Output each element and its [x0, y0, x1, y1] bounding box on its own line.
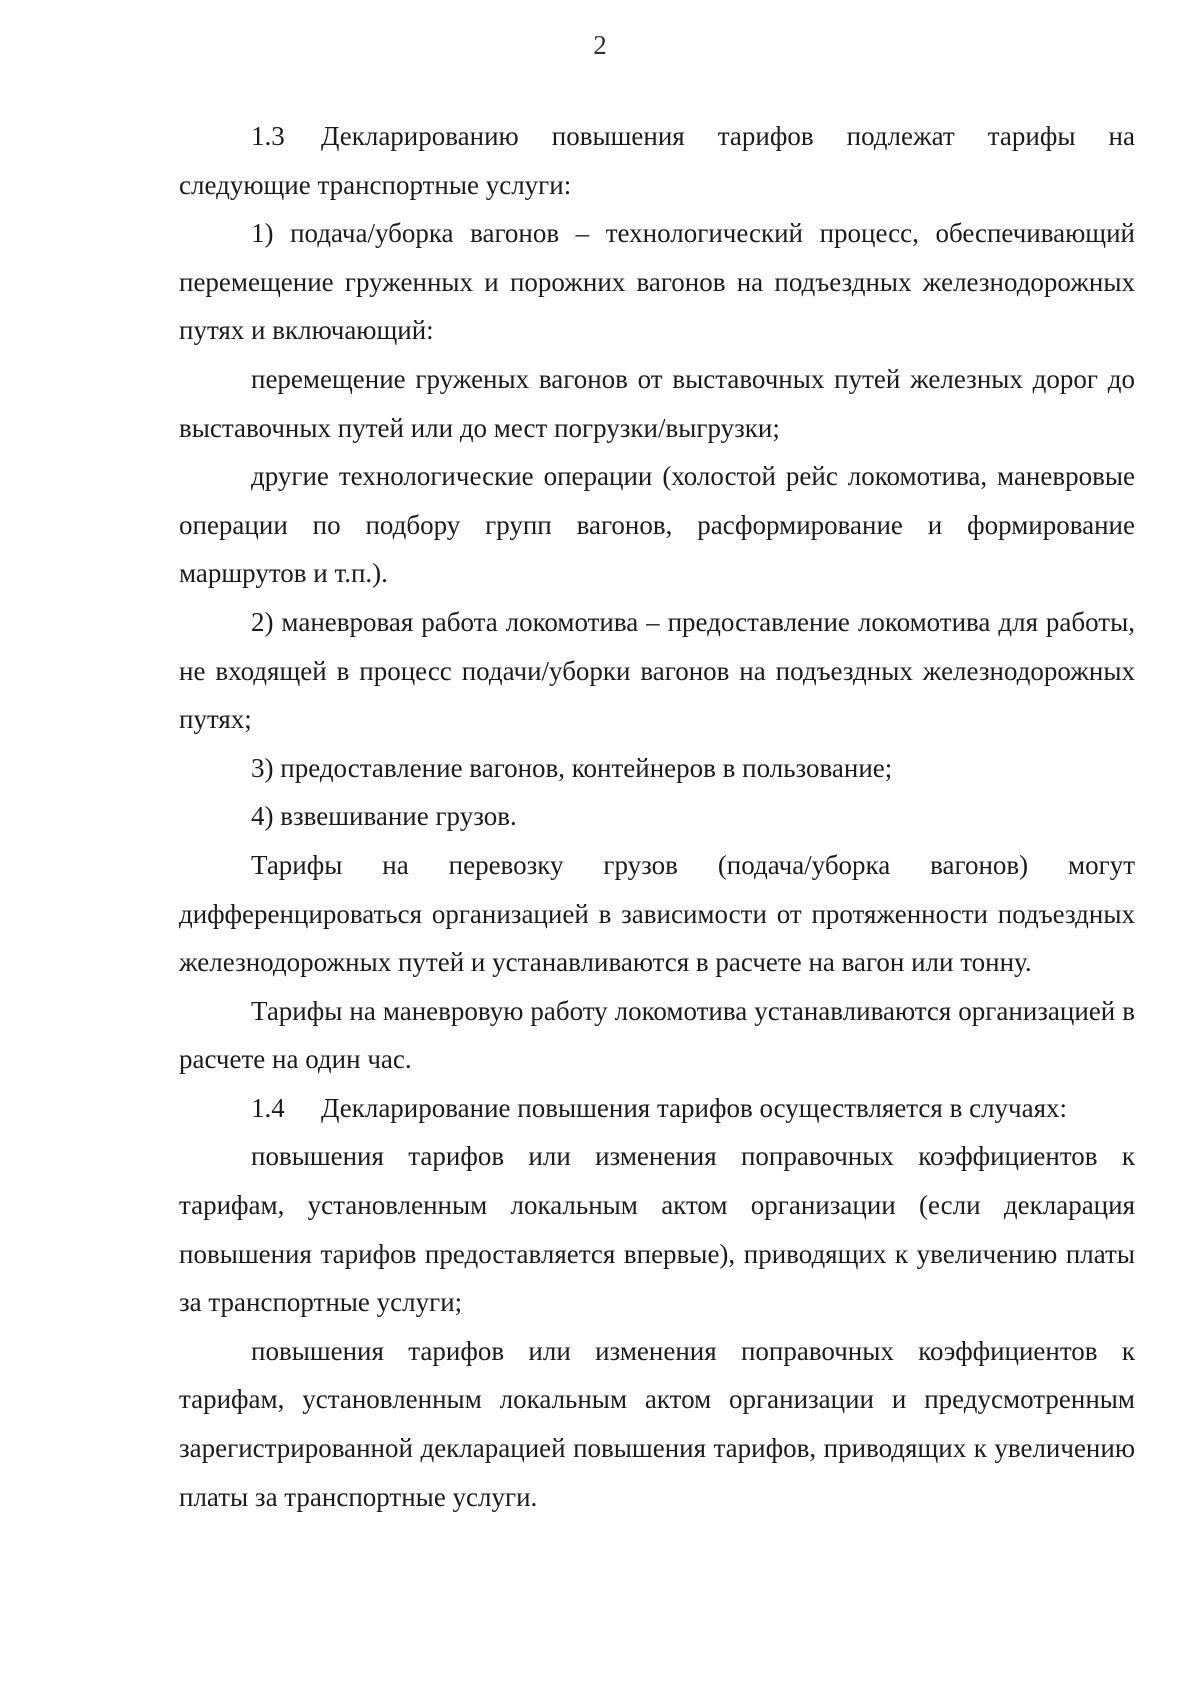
- paragraph-text: Декларирование повышения тарифов осуществляется в случаях:: [321, 1092, 1068, 1123]
- paragraph-case-1: повышения тарифов или изменения поправочных коэффициентов к тарифам, установленным локальным актом организации (если декларация повышения тарифов предоставляется впервые), приводящих к увеличению платы за транспортные услуги;: [179, 1141, 1135, 1318]
- paragraph-1-3: [179, 112, 1135, 209]
- paragraph-1-4: [179, 1084, 1135, 1133]
- paragraph-item-3: 3) предоставление вагонов, контейнеров в пользование;: [251, 752, 893, 783]
- section-number: 1.4: [251, 1092, 285, 1123]
- paragraph-tariffs-freight: Тарифы на перевозку грузов (подача/уборка вагонов) могут дифференцироваться организацией в зависимости от протяженности подъездных железнодорожных путей и устанавливаются в расчете на вагон или тонну.: [179, 849, 1135, 978]
- page-number: 2: [593, 30, 607, 60]
- paragraph-tariffs-shunting: Тарифы на маневровую работу локомотива устанавливаются организацией в расчете на один час.: [179, 995, 1135, 1075]
- paragraph-text: Декларированию повышения тарифов подлежат тарифы на следующие транспортные услуги:: [179, 121, 1135, 200]
- paragraph-item-1-b: другие технологические операции (холостой рейс локомотива, маневровые операции по подбору групп вагонов, расформирование и формирование маршрутов и т.п.).: [179, 461, 1135, 589]
- paragraph-item-1-a: перемещение груженых вагонов от выставочных путей железных дорог до выставочных путей или до мест погрузки/выгрузки;: [179, 363, 1135, 443]
- paragraph-item-2: 2) маневровая работа локомотива – предоставление локомотива для работы, не входящей в процесс подачи/уборки вагонов на подъездных железнодорожных путях;: [179, 606, 1135, 735]
- paragraph-item-4: 4) взвешивание грузов.: [251, 801, 517, 832]
- document-body: [179, 112, 1135, 1521]
- section-number: 1.3: [251, 121, 285, 151]
- paragraph-case-2: повышения тарифов или изменения поправочных коэффициентов к тарифам, установленным локальным актом организации и предусмотренным зарегистрированной декларацией повышения тарифов, приводящих к увеличению платы за транспортные услуги.: [179, 1335, 1135, 1512]
- paragraph-item-1: 1) подача/уборка вагонов – технологический процесс, обеспечивающий перемещение груженных и порожних вагонов на подъездных железнодорожных путях и включающий:: [179, 218, 1135, 346]
